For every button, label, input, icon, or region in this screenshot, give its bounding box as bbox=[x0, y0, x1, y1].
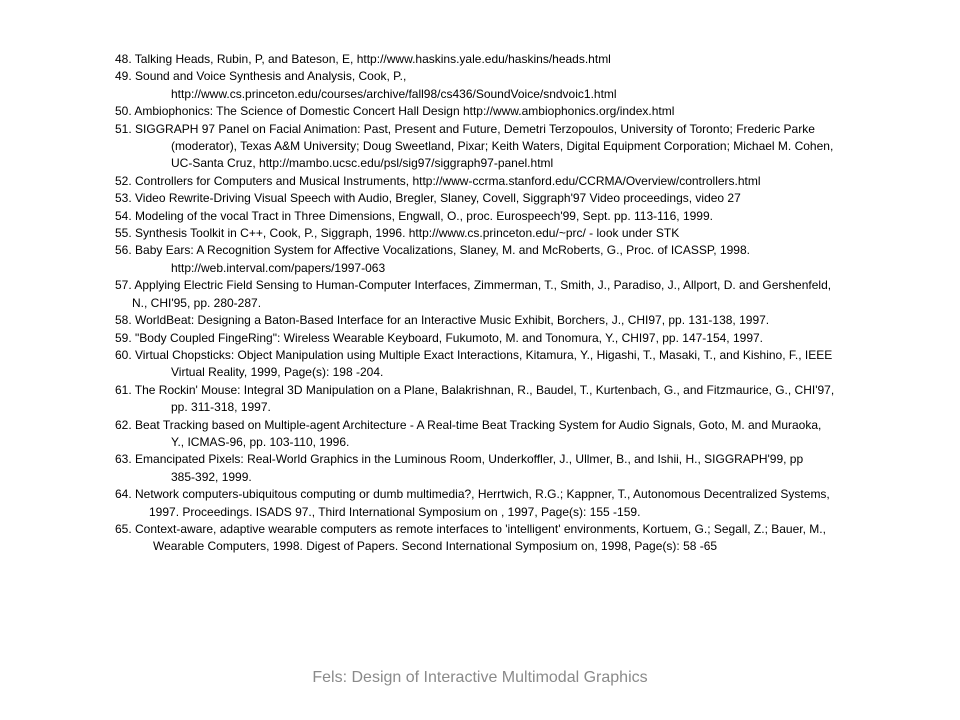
reference-text: 54. Modeling of the vocal Tract in Three Dimensions, Engwall, O., proc. Eurospeech'99, Sept. pp. 113-116, 1999. bbox=[115, 208, 713, 223]
reference-item bbox=[115, 103, 915, 120]
reference-continuation: Wearable Computers, 1998. Digest of Papers. Second International Symposium on, 1998, Page(s): 58 -65 bbox=[153, 539, 718, 554]
reference-item bbox=[115, 190, 915, 207]
reference-text: 61. The Rockin' Mouse: Integral 3D Manipulation on a Plane, Balakrishnan, R., Baudel, T., Kurtenbach, G., and Fitzmaurice, G., CHI'97, bbox=[115, 382, 835, 397]
reference-item bbox=[115, 51, 915, 68]
reference-item bbox=[115, 68, 915, 103]
reference-item bbox=[115, 451, 915, 486]
reference-text: 58. WorldBeat: Designing a Baton-Based Interface for an Interactive Music Exhibit, Borchers, J., CHI97, pp. 131-138, 1997. bbox=[115, 313, 770, 328]
reference-text: 60. Virtual Chopsticks: Object Manipulation using Multiple Exact Interactions, Kitamura, Y., Higashi, T., Masaki, T., and Kishino, F., IEEE bbox=[115, 347, 833, 362]
reference-text: 64. Network computers-ubiquitous computing or dumb multimedia?, Herrtwich, R.G.; Kappner, T., Autonomous Decentralized Systems, bbox=[115, 487, 830, 502]
reference-continuation: N., CHI'95, pp. 280-287. bbox=[132, 295, 262, 310]
reference-text: 53. Video Rewrite-Driving Visual Speech with Audio, Bregler, Slaney, Covell, Siggraph'97 Video proceedings, video 27 bbox=[115, 191, 741, 206]
reference-text: 56. Baby Ears: A Recognition System for Affective Vocalizations, Slaney, M. and McRoberts, G., Proc. of ICASSP, 1998. bbox=[115, 243, 750, 258]
reference-item bbox=[115, 173, 915, 190]
reference-item bbox=[115, 486, 915, 521]
reference-text: 62. Beat Tracking based on Multiple-agent Architecture - A Real-time Beat Tracking System for Audio Signals, Goto, M. and Muraoka, bbox=[115, 417, 822, 432]
reference-continuation: (moderator), Texas A&M University; Doug Sweetland, Pixar; Keith Waters, Digital Equipment Corporation; Michael M. Cohen, bbox=[171, 139, 834, 154]
reference-item bbox=[115, 382, 915, 417]
reference-continuation: 385-392, 1999. bbox=[171, 469, 252, 484]
reference-text: 52. Controllers for Computers and Musical Instruments, http://www-ccrma.stanford.edu/CCRMA/Overview/controllers.html bbox=[115, 173, 761, 188]
reference-continuation: 1997. Proceedings. ISADS 97., Third International Symposium on , 1997, Page(s): 155 -159. bbox=[149, 504, 641, 519]
reference-continuation: http://www.cs.princeton.edu/courses/archive/fall98/cs436/SoundVoice/sndvoic1.html bbox=[171, 86, 617, 101]
reference-text: 48. Talking Heads, Rubin, P, and Bateson, E, http://www.haskins.yale.edu/haskins/heads.html bbox=[115, 52, 611, 66]
reference-continuation: pp. 311-318, 1997. bbox=[171, 400, 271, 415]
reference-item bbox=[115, 277, 915, 312]
reference-item bbox=[115, 330, 915, 347]
reference-continuation: Virtual Reality, 1999, Page(s): 198 -204. bbox=[171, 365, 384, 380]
reference-continuation: Y., ICMAS-96, pp. 103-110, 1996. bbox=[171, 434, 350, 449]
reference-text: 57. Applying Electric Field Sensing to Human-Computer Interfaces, Zimmerman, T., Smith, J., Paradiso, J., Allport, D. and Gershenfeld, bbox=[115, 278, 832, 293]
reference-item bbox=[115, 417, 915, 452]
reference-text: 59. "Body Coupled FingeRing": Wireless Wearable Keyboard, Fukumoto, M. and Tonomura, Y., CHI97, pp. 147-154, 1997. bbox=[115, 330, 763, 345]
reference-continuation: UC-Santa Cruz, http://mambo.ucsc.edu/psl/sig97/siggraph97-panel.html bbox=[171, 156, 554, 171]
reference-text: 55. Synthesis Toolkit in C++, Cook, P., Siggraph, 1996. http://www.cs.princeton.edu/~prc/ - look under STK bbox=[115, 226, 680, 241]
reference-text: 63. Emancipated Pixels: Real-World Graphics in the Luminous Room, Underkoffler, J., Ullmer, B., and Ishii, H., SIGGRAPH'99, pp bbox=[115, 452, 804, 467]
reference-text: 65. Context-aware, adaptive wearable computers as remote interfaces to 'intelligent' environments, Kortuem, G.; Segall, Z.; Bauer, M., bbox=[115, 521, 826, 536]
reference-text: 49. Sound and Voice Synthesis and Analysis, Cook, P., bbox=[115, 69, 407, 84]
reference-item bbox=[115, 242, 915, 277]
reference-item bbox=[115, 312, 915, 329]
reference-list bbox=[115, 51, 915, 556]
reference-item bbox=[115, 521, 915, 556]
reference-item bbox=[115, 347, 915, 382]
reference-item bbox=[115, 225, 915, 242]
reference-item bbox=[115, 208, 915, 225]
reference-text: 51. SIGGRAPH 97 Panel on Facial Animation: Past, Present and Future, Demetri Terzopoulos, University of Toronto; Frederic Parke bbox=[115, 121, 815, 136]
reference-continuation: http://web.interval.com/papers/1997-063 bbox=[171, 260, 386, 275]
slide-footer: Fels: Design of Interactive Multimodal Graphics bbox=[312, 669, 648, 686]
reference-text: 50. Ambiophonics: The Science of Domestic Concert Hall Design http://www.ambiophonics.org/index.html bbox=[115, 104, 675, 119]
reference-item bbox=[115, 121, 915, 173]
